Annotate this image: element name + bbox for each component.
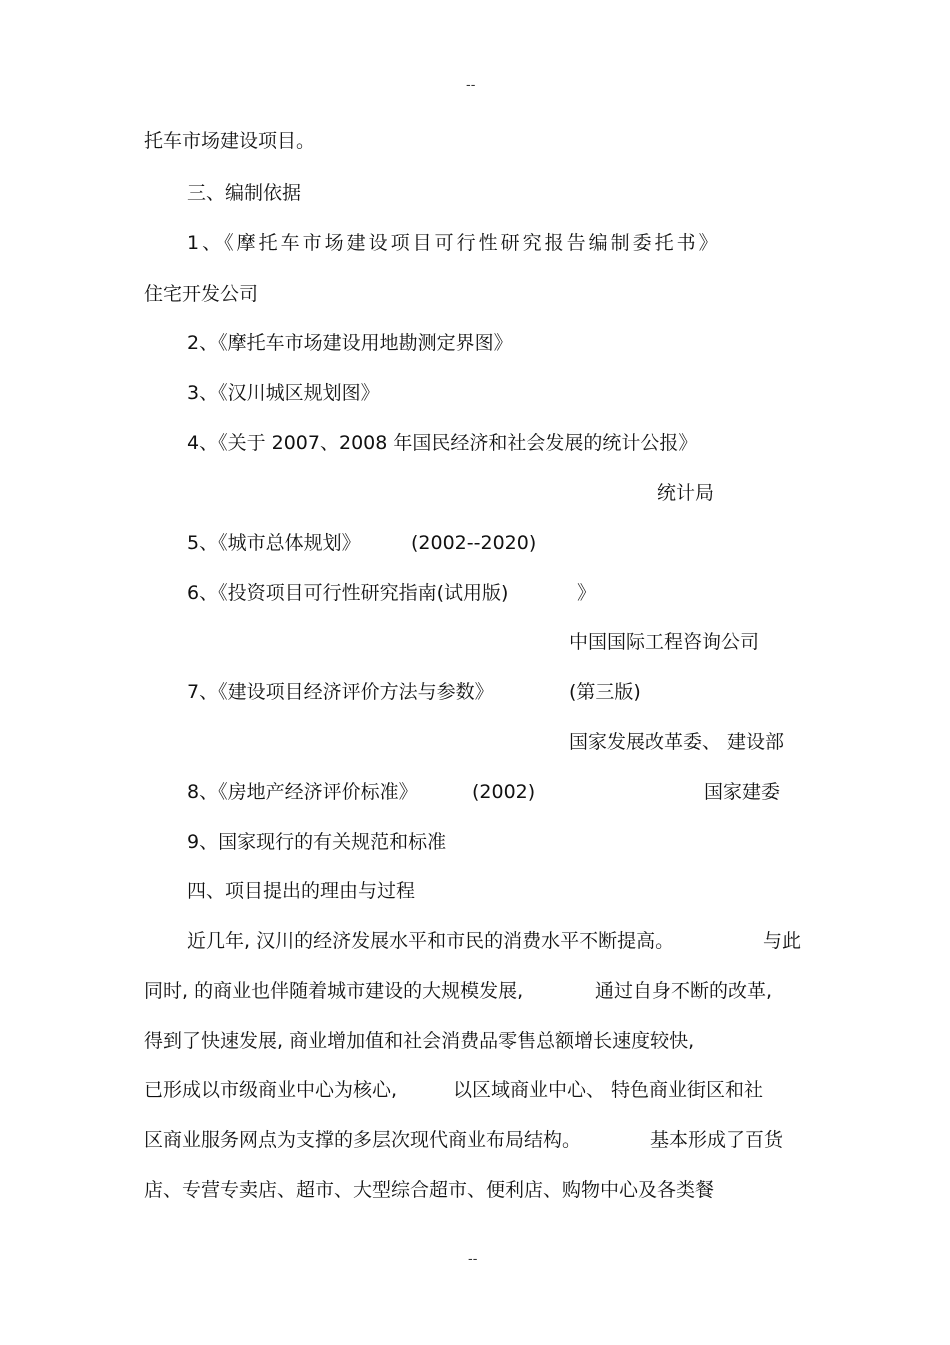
list-item: 6、《投资项目可行性研究指南(试用版)	[187, 582, 509, 604]
issuer-label: 国家建委	[704, 781, 781, 803]
paragraph-line: 近几年, 汉川的经济发展水平和市民的消费水平不断提高。	[187, 930, 675, 952]
list-item: 5、《城市总体规划》	[187, 532, 361, 554]
list-item: 9、国家现行的有关规范和标准	[187, 831, 447, 853]
issuer-label: 国家发展改革委、 建设部	[569, 731, 785, 753]
list-item-year: (2002)	[472, 781, 536, 803]
section-heading: 四、项目提出的理由与过程	[187, 880, 416, 902]
paragraph-line: 通过自身不断的改革,	[595, 980, 773, 1002]
issuer-label: 统计局	[657, 482, 715, 504]
list-item: 8、《房地产经济评价标准》	[187, 781, 418, 803]
paragraph-line: 店、专营专卖店、超市、大型综合超市、便利店、购物中心及各类餐	[144, 1179, 715, 1201]
paragraph-line: 基本形成了百货	[650, 1129, 784, 1151]
list-item: 3、《汉川城区规划图》	[187, 382, 380, 404]
list-item-years: (2002--2020)	[411, 532, 537, 554]
paragraph-line: 以区域商业中心、 特色商业街区和社	[453, 1079, 764, 1101]
text-line: 住宅开发公司	[144, 283, 259, 305]
paragraph-line: 与此	[763, 930, 802, 952]
list-item: 7、《建设项目经济评价方法与参数》	[187, 681, 494, 703]
list-item: 4、《关于 2007、2008 年国民经济和社会发展的统计公报》	[187, 432, 698, 454]
list-item-edition: (第三版)	[569, 681, 641, 703]
paragraph-line: 区商业服务网点为支撑的多层次现代商业布局结构。	[144, 1129, 582, 1151]
issuer-label: 中国国际工程咨询公司	[569, 631, 760, 653]
list-item: 2、《摩托车市场建设用地勘测定界图》	[187, 332, 513, 354]
paragraph-line: 已形成以市级商业中心为核心,	[144, 1079, 398, 1101]
list-item-bracket: 》	[577, 582, 597, 604]
list-item: 1、《摩托车市场建设项目可行性研究报告编制委托书》	[187, 232, 721, 254]
paragraph-line: 得到了快速发展, 商业增加值和社会消费品零售总额增长速度较快,	[144, 1030, 695, 1052]
paragraph-line: 同时, 的商业也伴随着城市建设的大规模发展,	[144, 980, 524, 1002]
section-heading: 三、编制依据	[187, 182, 302, 204]
text-line: 托车市场建设项目。	[144, 130, 316, 152]
footer-mark: --	[468, 1252, 478, 1267]
header-mark: --	[466, 78, 476, 93]
